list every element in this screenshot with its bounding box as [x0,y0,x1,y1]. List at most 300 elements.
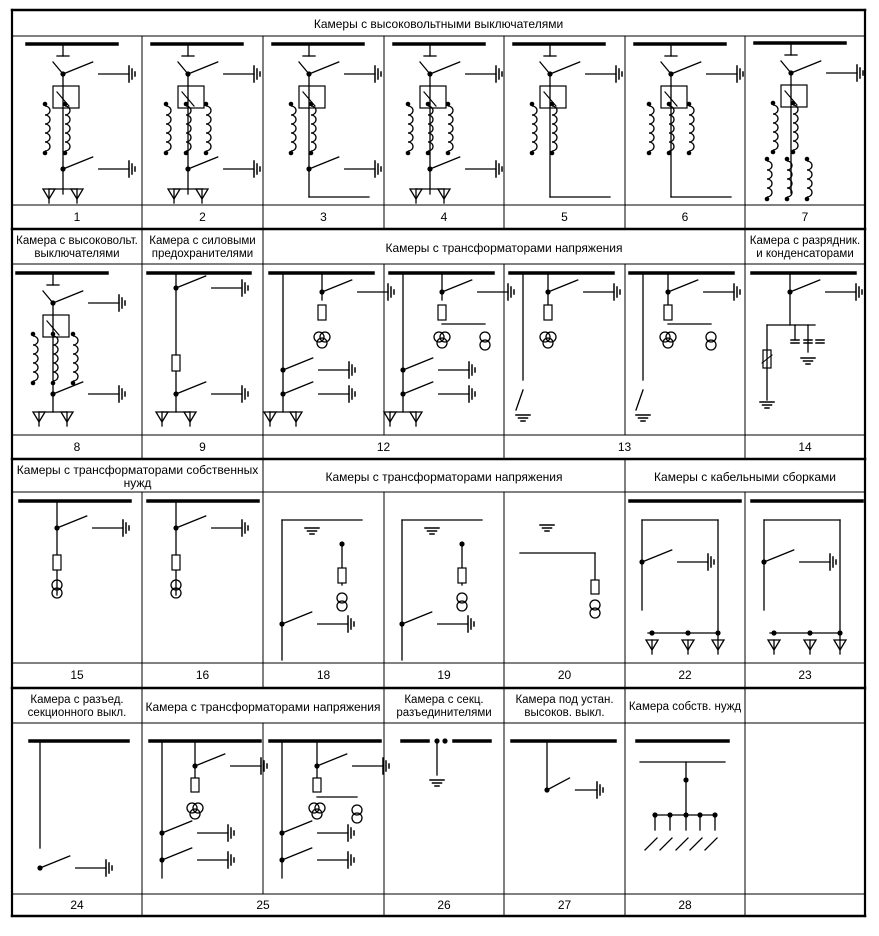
ground-symbol [228,852,234,868]
ct-winding [65,133,70,142]
ct-winding [552,115,557,124]
ct-winding [649,142,654,151]
junction-dot [685,630,690,635]
ct-winding [408,133,413,142]
switch-blade [442,280,472,292]
switch-blade [309,157,339,169]
ct-winding [408,106,413,115]
vt-winding [543,338,553,348]
ground-symbol [708,554,714,570]
ct-winding [166,124,171,133]
switch-blade [317,754,347,766]
fuse [338,568,346,583]
cable-terminal [834,640,846,654]
earthing-switch [53,382,119,394]
current-transformer [765,157,772,202]
cable-terminal [33,412,45,426]
ct-terminal [406,102,411,107]
current-transformer [446,102,453,156]
ct-terminal [530,151,535,156]
ct-winding [33,372,38,381]
ground-symbol [388,284,394,300]
ground-symbol [349,386,355,402]
ground-symbol [830,554,836,570]
ct-winding [448,142,453,151]
ground-symbol [734,284,740,300]
ct-winding [532,124,537,133]
junction-dot [771,630,776,635]
current-transformer [31,332,38,386]
switch-blade [547,778,570,790]
current-transformer [530,102,537,156]
ct-terminal [771,150,776,155]
section2-header-fuses: Камера с силовыми предохранителями [149,235,256,260]
ct-terminal [805,197,810,202]
fuse [458,568,466,583]
ct-winding [649,115,654,124]
switch-blade [176,516,206,528]
fuse [313,778,321,792]
earthing-switch [309,62,375,74]
vt-winding [440,332,450,342]
earthing-switch [671,62,737,74]
ct-terminal [43,151,48,156]
voltage-transformer [337,593,347,611]
junction-dot [715,630,720,635]
cell-number: 16 [195,667,210,682]
voltage-transformer [309,803,325,819]
ct-winding [65,115,70,124]
ground-symbol [348,825,354,841]
switch-blade [176,276,206,288]
ct-winding [649,133,654,142]
ct-winding [291,115,296,124]
cell-number: 28 [678,897,692,912]
ct-winding [773,123,778,132]
ct-terminal [31,332,36,337]
ground-symbol [469,362,475,378]
switch-blade [402,612,432,624]
switch-blade [516,390,523,410]
switch-blade [282,821,312,833]
fuse [172,355,180,371]
switch-blade [791,61,821,73]
ct-winding [45,142,50,151]
ct-terminal [184,102,189,107]
ct-winding [552,124,557,133]
cell-number: 20 [557,667,572,682]
switch-blade [322,280,352,292]
cable-terminal [410,412,422,426]
cell-number: 9 [199,439,206,454]
cable-terminal [71,189,83,203]
cell-number: 13 [617,439,632,454]
fuse [172,555,180,570]
ct-terminal [446,151,451,156]
switch-blade [53,382,83,394]
current-transformer [309,102,316,156]
ground-symbol [228,825,234,841]
cell-number: 1 [73,209,81,224]
vt-winding [540,332,550,342]
ct-terminal [667,102,672,107]
current-transformer [204,102,211,156]
ground-symbol [540,525,554,531]
ct-winding [45,133,50,142]
earthing-switch [63,157,129,169]
cable-terminal [184,412,196,426]
ct-terminal [765,197,770,202]
cable-terminal [438,189,450,203]
switch-blade [668,280,698,292]
current-transformer [805,157,812,202]
earthing-switch [57,516,123,528]
ct-terminal [289,151,294,156]
ct-winding [73,336,78,345]
ct-winding [291,106,296,115]
ct-winding [448,106,453,115]
ct-winding [311,124,316,133]
earthing-switch [176,516,242,528]
ct-winding [532,106,537,115]
vt-winding [663,338,673,348]
ct-terminal [204,151,209,156]
ct-winding [448,115,453,124]
ct-winding [53,363,58,372]
voltage-transformer [540,332,556,348]
ct-winding [408,142,413,151]
voltage-transformer [457,593,467,611]
junction-dot [649,630,654,635]
current-transformer [791,101,798,155]
section2-header-arrester: Камера с разрядник. и конденсаторами [749,235,861,260]
ct-winding [649,124,654,133]
vt-winding [320,332,330,342]
current-transformer [771,101,778,155]
ct-winding [773,105,778,114]
section2-header-vt: Камеры с трансформаторами напряжения [385,240,623,255]
cell-number: 26 [437,897,451,912]
ct-winding [73,354,78,363]
voltage-transformer [660,332,676,348]
cell-number: 19 [437,667,451,682]
earthing-switch [309,157,375,169]
section4-header-hv-place: Камера под устан. высоков. выкл. [515,694,614,719]
ct-terminal [31,381,36,386]
earthing-switch [283,382,349,394]
voltage-transformer [314,332,330,348]
ground-symbol [242,520,248,536]
section4-header-sect-disc: Камера с секц. разъединителями [396,694,492,719]
ct-winding [311,142,316,151]
ct-winding [448,124,453,133]
cable-terminal [156,412,168,426]
vt-winding [666,332,676,342]
ct-winding [532,142,537,151]
cell-number: 12 [376,439,391,454]
vt-winding [317,338,327,348]
ct-terminal [550,102,555,107]
ct-winding [807,179,812,188]
ground-symbol [430,780,444,786]
ground-symbol [636,415,650,421]
ct-winding [767,188,772,197]
ct-winding [408,124,413,133]
ct-terminal [805,157,810,162]
current-transformer [406,102,413,156]
voltage-transformer [590,600,600,618]
switch-blade [162,821,192,833]
ct-winding [649,106,654,115]
ct-winding [793,141,798,150]
earthing-switch [63,62,129,74]
ct-winding [206,106,211,115]
ground-symbol [375,161,381,177]
ground-symbol [508,284,514,300]
ground-symbol [468,616,474,632]
ct-terminal [289,102,294,107]
ct-winding [532,115,537,124]
junction-dot [807,630,812,635]
ct-winding [33,354,38,363]
breaker-box [178,86,204,108]
ground-symbol [516,415,530,421]
ground-symbol [616,66,622,82]
section4-header-vt: Камера с трансформаторами напряжения [145,699,381,714]
earthing-switch [430,157,496,169]
switch-blade [282,848,312,860]
cell-number: 27 [557,897,572,912]
cell-number: 22 [678,667,692,682]
ct-winding [689,115,694,124]
switch-blade [57,516,87,528]
section4-header-aux: Камера собств. нужд [628,700,742,713]
earthing-switch [195,754,261,766]
ground-symbol [348,852,354,868]
switch-blade [283,382,313,394]
ground-symbol [119,295,125,311]
vt-winding [312,809,322,819]
ct-winding [793,132,798,141]
fuse [438,305,446,320]
ct-winding [65,106,70,115]
earthing-switch [442,280,508,292]
earthing-switch [283,358,349,370]
ct-winding [773,141,778,150]
ct-winding [552,133,557,142]
vt-winding [437,338,447,348]
current-transformer [550,102,557,156]
cable-terminal [168,189,180,203]
earthing-switch [403,382,469,394]
cell-number: 8 [73,439,81,454]
ct-winding [408,115,413,124]
ground-symbol [425,528,439,534]
earthing-switch [550,62,616,74]
ct-terminal [687,151,692,156]
breaker-box [43,315,69,337]
ct-winding [793,105,798,114]
switch-blade [282,612,312,624]
ground-symbol [348,616,354,632]
cell-number: 18 [316,667,331,682]
cable-terminal [712,640,724,654]
voltage-transformer [434,332,450,348]
fuse [544,305,552,320]
ct-terminal [785,197,790,202]
ct-winding [291,142,296,151]
fuse [664,305,672,320]
cable-terminal [768,640,780,654]
ct-winding [291,133,296,142]
earthing-switch [282,848,348,860]
earthing-switch [53,291,119,303]
vt-winding [193,803,203,813]
current-transformer [51,332,58,386]
ct-winding [767,170,772,179]
switch-blade [53,291,83,303]
ct-winding [807,161,812,170]
fuse [191,778,199,792]
voltage-transformer [187,803,203,819]
ct-winding [73,363,78,372]
ground-symbol [254,66,260,82]
ground-symbol [106,860,112,876]
ct-winding [689,133,694,142]
ground-symbol [614,284,620,300]
cell-number: 14 [798,439,812,454]
switch-blade [403,358,433,370]
cable-terminal [264,412,276,426]
ct-winding [793,123,798,132]
ct-winding [773,132,778,141]
earthing-switch [790,280,856,292]
switch-blade [283,358,313,370]
cell-number: 2 [199,209,206,224]
ground-symbol [737,66,743,82]
ct-winding [291,124,296,133]
ground-symbol [129,66,135,82]
earthing-switch [547,778,597,790]
cell-number: 3 [320,209,327,224]
switch-blade [636,390,643,410]
switch-blade [162,848,192,860]
cable-terminal [804,640,816,654]
earthing-switch [403,358,469,370]
cable-terminal [43,189,55,203]
ground-symbol [469,386,475,402]
ct-winding [532,133,537,142]
ct-winding [689,142,694,151]
ct-winding [73,345,78,354]
ct-winding [311,115,316,124]
junction-dot [683,777,688,782]
ct-winding [552,142,557,151]
ct-terminal [43,102,48,107]
switch-blade [40,856,70,868]
current-transformer [71,332,78,386]
cable-terminal [682,640,694,654]
switch-blade [63,62,93,74]
fuse [318,305,326,320]
vt-winding [309,803,319,813]
switch-blade [176,382,206,394]
ct-winding [166,115,171,124]
ct-winding [166,142,171,151]
ct-terminal [426,102,431,107]
breaker-box [420,86,446,108]
ground-symbol [129,161,135,177]
ct-winding [689,106,694,115]
breaker-box [661,86,687,108]
earthing-switch [282,821,348,833]
current-transformer [289,102,296,156]
switch-blade [430,157,460,169]
ct-winding [33,336,38,345]
switch-blade [403,382,433,394]
cell-number: 15 [70,667,84,682]
cable-terminal [196,189,208,203]
ground-symbol [857,65,863,81]
ct-winding [206,142,211,151]
ct-winding [33,363,38,372]
cell-number: 23 [798,667,812,682]
ground-symbol [375,66,381,82]
ct-winding [53,345,58,354]
ct-winding [166,133,171,142]
current-transformer [63,102,70,156]
ct-terminal [791,101,796,106]
ct-terminal [51,332,56,337]
section3-header-aux: Камеры с трансформаторами собственных нужд [16,463,259,490]
switch-blade [690,838,702,850]
ct-terminal [63,102,68,107]
ct-terminal [687,102,692,107]
ct-terminal [164,102,169,107]
section3-header-vt: Камеры с трансформаторами напряжения [325,469,563,484]
ct-terminal [530,102,535,107]
ct-winding [311,133,316,142]
ground-symbol [801,358,815,364]
switch-blade [188,62,218,74]
section1-header: Камеры с высоковольтными выключателями [313,16,564,31]
switch-blade [642,550,672,562]
earthing-switch [548,280,614,292]
vt-winding [546,332,556,342]
ct-winding [807,188,812,197]
ct-terminal [204,102,209,107]
switch-blade [430,62,460,74]
voltage-transformer [480,332,490,350]
ground-symbol [496,66,502,82]
ct-winding [73,372,78,381]
ground-symbol [856,284,862,300]
voltage-transformer [706,332,716,350]
cell-number: 5 [561,209,568,224]
earthing-switch [188,157,254,169]
ct-winding [767,179,772,188]
ct-terminal [406,151,411,156]
vt-winding [315,803,325,813]
cell-number: 7 [801,209,809,224]
cell-number: 24 [70,897,84,912]
current-transformer [164,102,171,156]
ct-winding [45,115,50,124]
cable-terminal [646,640,658,654]
ground-symbol [123,520,129,536]
cable-terminal [410,189,422,203]
ct-winding [166,106,171,115]
